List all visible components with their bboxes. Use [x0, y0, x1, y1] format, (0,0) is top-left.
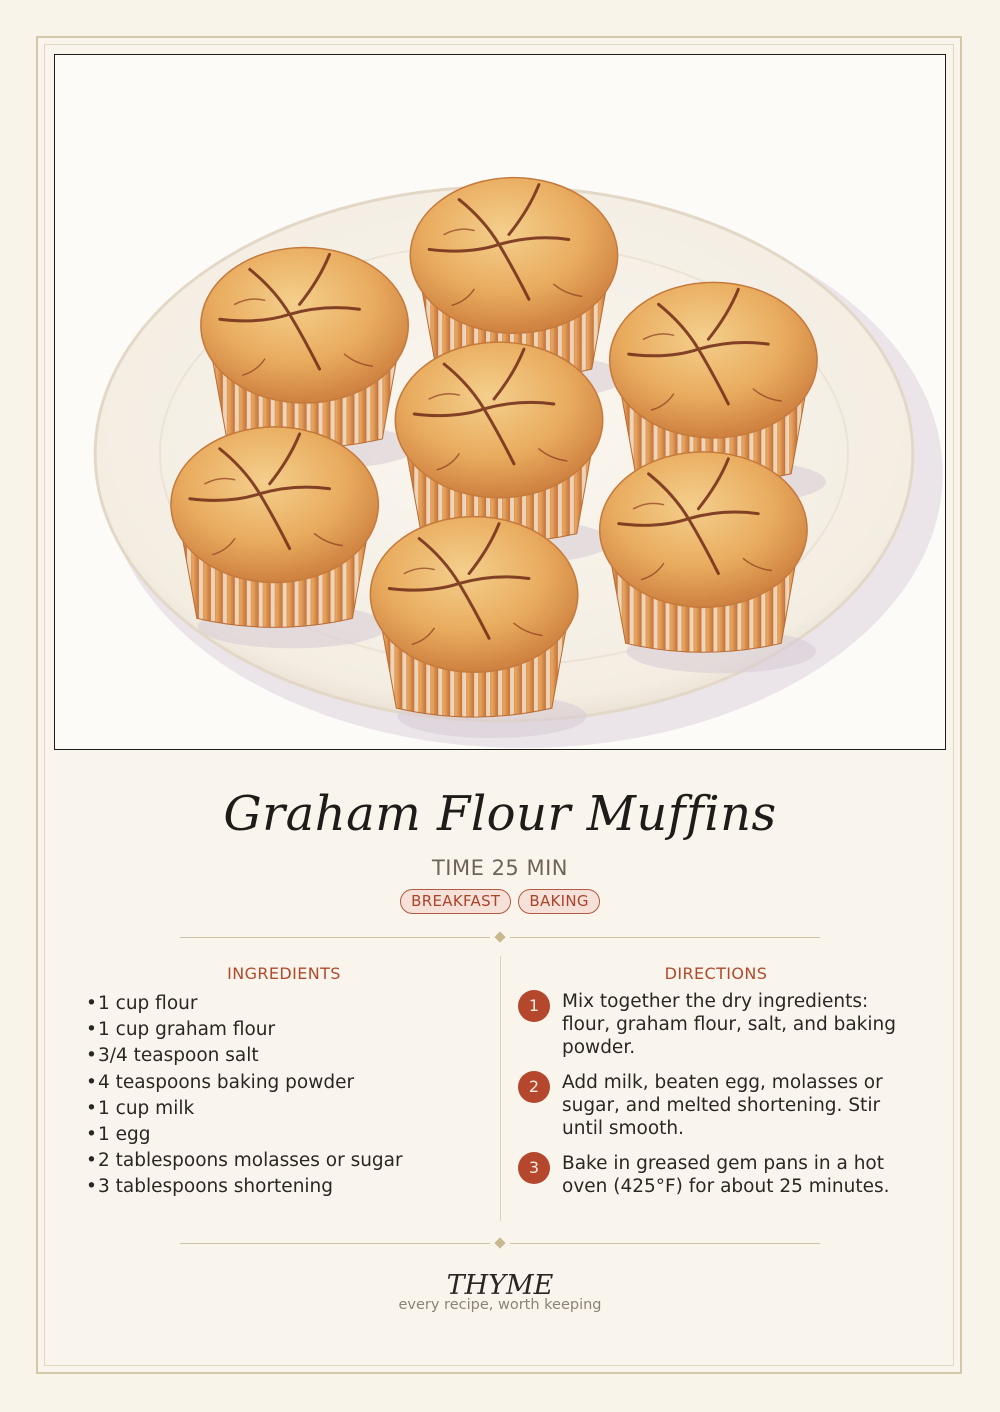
ingredient-text: 1 cup graham flour [98, 1019, 276, 1041]
tag-list [0, 889, 1000, 914]
brand-tagline: every recipe, worth keeping [398, 1297, 602, 1313]
ingredient-item [86, 1070, 403, 1096]
bullet-icon: • [86, 1150, 97, 1172]
ingredient-item [86, 991, 403, 1017]
directions-heading: DIRECTIONS [664, 964, 768, 983]
divider-line [510, 937, 820, 938]
diamond-ornament-icon [494, 931, 505, 942]
step-text: Bake in greased gem pans in a hot oven (425°F) for about 25 minutes. [562, 1153, 890, 1197]
step-text: Mix together the dry ingredients: flour, graham flour, salt, and baking powder. [562, 991, 896, 1058]
ingredient-item [86, 1017, 403, 1043]
bullet-icon: • [86, 1097, 97, 1119]
step-number-badge: 1 [518, 990, 550, 1022]
bullet-icon: • [86, 1176, 97, 1198]
ingredient-item [86, 1043, 403, 1069]
directions-list [516, 990, 916, 1210]
bullet-icon: • [86, 1071, 97, 1093]
recipe-title: Graham Flour Muffins [223, 786, 777, 842]
divider-line [180, 1243, 490, 1244]
ingredient-text: 1 egg [98, 1124, 151, 1146]
ingredient-text: 1 cup milk [98, 1097, 195, 1119]
step-number-badge: 3 [518, 1152, 550, 1184]
muffin-illustration [600, 452, 816, 673]
ingredient-item [86, 1174, 403, 1200]
column-separator [500, 956, 501, 1221]
divider-bottom [180, 1238, 820, 1250]
bullet-icon: • [86, 993, 97, 1014]
ingredient-item [86, 1096, 403, 1122]
direction-step [516, 990, 916, 1059]
ingredient-item [86, 1122, 403, 1148]
step-text: Add milk, beaten egg, molasses or sugar, and melted shortening. Stir until smooth. [562, 1072, 883, 1139]
ingredient-text: 3 tablespoons shortening [98, 1176, 334, 1198]
diamond-ornament-icon [494, 1237, 505, 1248]
tag-breakfast[interactable]: BREAKFAST [400, 889, 511, 914]
direction-step [516, 1071, 916, 1140]
recipe-photo [54, 54, 946, 750]
cook-time: TIME 25 MIN [431, 856, 568, 880]
bullet-icon: • [86, 1124, 97, 1146]
bullet-icon: • [86, 1019, 97, 1041]
ingredient-text: 4 teaspoons baking powder [98, 1071, 355, 1093]
tag-baking[interactable]: BAKING [518, 889, 599, 914]
divider-line [510, 1243, 820, 1244]
muffin-illustration [171, 427, 387, 648]
ingredients-heading: INGREDIENTS [227, 964, 341, 983]
ingredient-item [86, 1148, 403, 1174]
ingredient-text: 3/4 teaspoon salt [98, 1045, 259, 1067]
brand-logo: THYME [446, 1270, 554, 1301]
ingredient-text: 2 tablespoons molasses or sugar [98, 1150, 403, 1172]
ingredients-list [86, 991, 403, 1201]
divider-line [180, 937, 490, 938]
muffin-plate-illustration [55, 55, 945, 749]
divider-top [180, 932, 820, 944]
bullet-icon: • [86, 1045, 97, 1067]
step-number-badge: 2 [518, 1071, 550, 1103]
direction-step [516, 1152, 916, 1198]
muffin-illustration [370, 517, 586, 738]
ingredient-text: 1 cup flour [98, 993, 198, 1014]
